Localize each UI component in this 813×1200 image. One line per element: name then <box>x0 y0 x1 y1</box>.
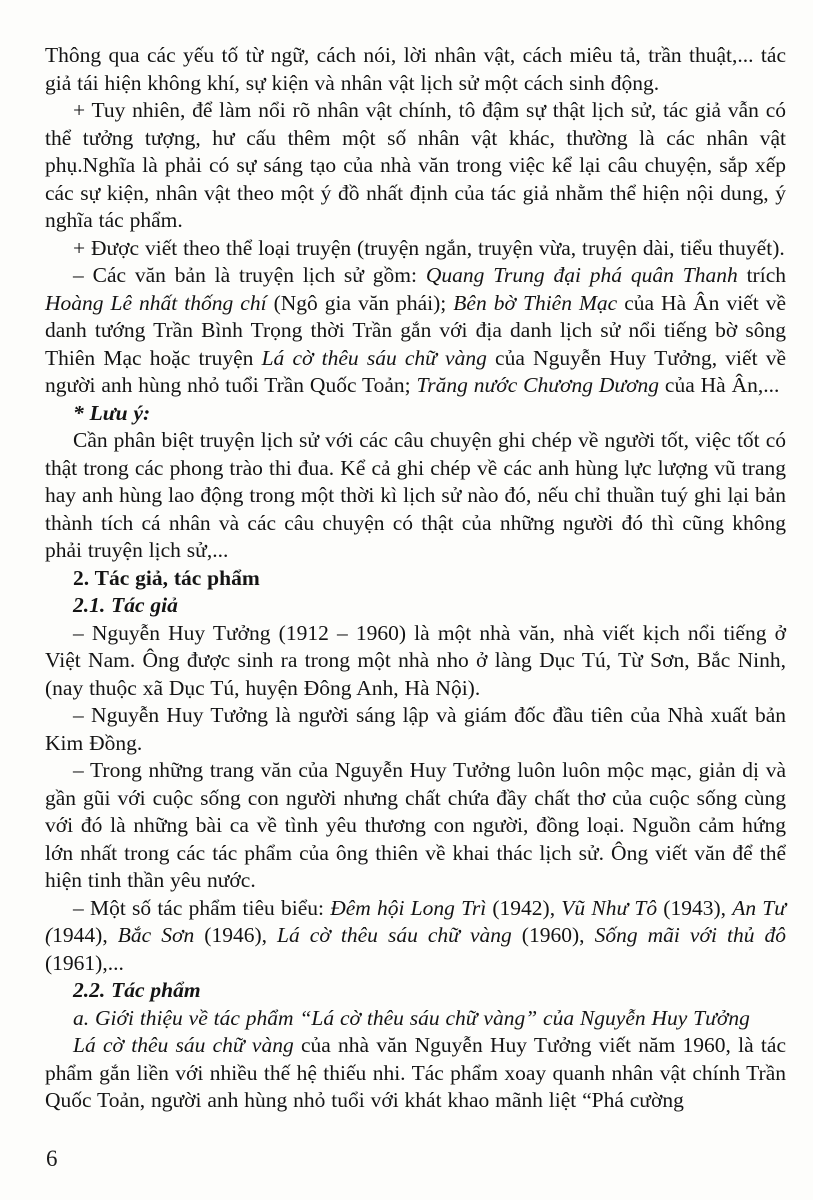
text-run: (1961),... <box>45 950 124 975</box>
text-run: trích <box>737 263 786 287</box>
text-run: Hoàng Lê nhất thống chí <box>45 290 267 315</box>
para-cac-van-ban <box>45 262 786 400</box>
text-run: Lá cờ thêu sáu chữ vàng <box>277 923 512 947</box>
heading-luu-y <box>45 400 786 428</box>
text-run: Bên bờ Thiên Mạc <box>453 290 618 315</box>
para-tac-gia-1 <box>45 620 786 703</box>
text-run: Quang Trung đại phá quân Thanh <box>425 263 738 287</box>
text-run: – Nguyễn Huy Tưởng (1912 – 1960) là một nhà văn, nhà viết kịch nổi tiếng ở Việt Nam. Ông được sinh ra trong một nhà nho ở làng Dục Tú, Từ Sơn, Bắc Ninh, (nay thuộc xã Dục Tú, huyện Đông Anh, Hà Nội). <box>45 620 786 700</box>
para-the-loai <box>45 235 786 263</box>
text-run: Vũ Như Tô <box>561 895 658 920</box>
page-number: 6 <box>46 1146 58 1171</box>
text-run: + Được viết theo thể loại truyện (truyện ngắn, truyện vừa, truyện dài, tiểu thuyết). <box>73 235 785 260</box>
heading-section-2 <box>45 565 786 593</box>
text-run: * Lưu ý: <box>73 400 151 425</box>
para-gioi-thieu-body <box>45 1032 786 1115</box>
text-run: – Các văn bản là truyện lịch sử gồm: <box>73 263 426 287</box>
para-tuy-nhien <box>45 97 786 235</box>
text-run: (1960), <box>511 923 595 947</box>
text-run: Trăng nước Chương Dương <box>416 373 660 397</box>
para-tac-pham-tieu-bieu <box>45 895 786 978</box>
para-intro-continuation <box>45 42 786 97</box>
text-run: 2. Tác giả, tác phẩm <box>73 565 260 590</box>
text-run: – Nguyễn Huy Tưởng là người sáng lập và giám đốc đầu tiên của Nhà xuất bản Kim Đồng. <box>45 703 786 755</box>
text-run: An Tư ( <box>45 895 786 947</box>
text-run: + Tuy nhiên, để làm nổi rõ nhân vật chính, tô đậm sự thật lịch sử, tác giả vẫn có thể tưởng tượng, hư cấu thêm một số nhân vật khác, thường là các nhân vật phụ.Nghĩa là phải có sự sáng tạo của nhà văn trong việc kể lại câu chuyện, sắp xếp các sự kiện, nhân vật theo một ý đồ nhất định của tác giả nhằm thể hiện nội dung, ý nghĩa tác phẩm. <box>45 98 786 232</box>
text-run: 2.2. Tác phẩm <box>73 978 201 1002</box>
text-run: Bắc Sơn <box>117 923 195 947</box>
text-run: Thông qua các yếu tố từ ngữ, cách nói, lời nhân vật, cách miêu tả, trần thuật,... tác giả tái hiện không khí, sự kiện và nhân vật lịch sử một cách sinh động. <box>45 43 786 95</box>
text-run: Đêm hội Long Trì <box>330 895 487 920</box>
text-run: (Ngô gia văn phái); <box>266 290 454 315</box>
para-tac-gia-2 <box>45 702 786 757</box>
text-run: Sống mãi với thủ đô <box>594 923 786 947</box>
para-luu-y-body <box>45 427 786 565</box>
page-body <box>45 42 786 1115</box>
text-run: a. Giới thiệu về tác phẩm “Lá cờ thêu sáu chữ vàng” của Nguyễn Huy Tưởng <box>73 1005 750 1030</box>
text-run: Lá cờ thêu sáu chữ vàng <box>261 345 487 370</box>
text-run: của Hà Ân viết về danh tướng Trần Bình Trọng thời Trần gắn với địa danh lịch sử nổi tiếng bờ sông Thiên Mạc hoặc truyện <box>45 290 786 370</box>
text-run: của Hà Ân,... <box>659 373 780 397</box>
text-run: (1942), <box>486 895 562 920</box>
text-run: 2.1. Tác giả <box>73 593 178 617</box>
para-tac-gia-3 <box>45 757 786 895</box>
text-run: 1944), <box>52 923 118 947</box>
heading-section-2-2 <box>45 977 786 1005</box>
text-run: của nhà văn Nguyễn Huy Tưởng viết năm 1960, là tác phẩm gắn liền với nhiều thế hệ thiếu nhi. Tác phẩm xoay quanh nhân vật chính Trần Quốc Toản, người anh hùng nhỏ tuổi với khát khao mãnh liệt “Phá cường <box>45 1033 786 1112</box>
text-run: (1946), <box>194 923 278 947</box>
text-run: của Nguyễn Huy Tưởng, viết về người anh hùng nhỏ tuổi Trần Quốc Toản; <box>45 345 787 397</box>
heading-gioi-thieu <box>45 1005 786 1033</box>
text-run: – Trong những trang văn của Nguyễn Huy Tưởng luôn luôn mộc mạc, giản dị và gần gũi với cuộc sống con người nhưng chất chứa đầy chất thơ của cuộc sống cùng với đó là những bài ca về tình yêu thương con người, đồng loại. Nguồn cảm hứng lớn nhất trong các tác phẩm của ông thiên về khai thác lịch sử. Ông viết văn để thể hiện tinh thần yêu nước. <box>45 758 786 892</box>
text-run: – Một số tác phẩm tiêu biểu: <box>73 895 331 920</box>
text-run: Lá cờ thêu sáu chữ vàng <box>73 1033 294 1057</box>
text-run: Cần phân biệt truyện lịch sử với các câu chuyện ghi chép về người tốt, việc tốt có thật trong các phong trào thi đua. Kể cả ghi chép về các anh hùng lực lượng vũ trang hay anh hùng lao động trong một thời kì lịch sử nào đó, nếu chỉ thuần tuý ghi lại bản thành tích cá nhân và các câu chuyện có thật của những người đó thì cũng không phải truyện lịch sử,... <box>45 428 786 562</box>
text-run: (1943), <box>657 895 733 920</box>
heading-section-2-1 <box>45 592 786 620</box>
